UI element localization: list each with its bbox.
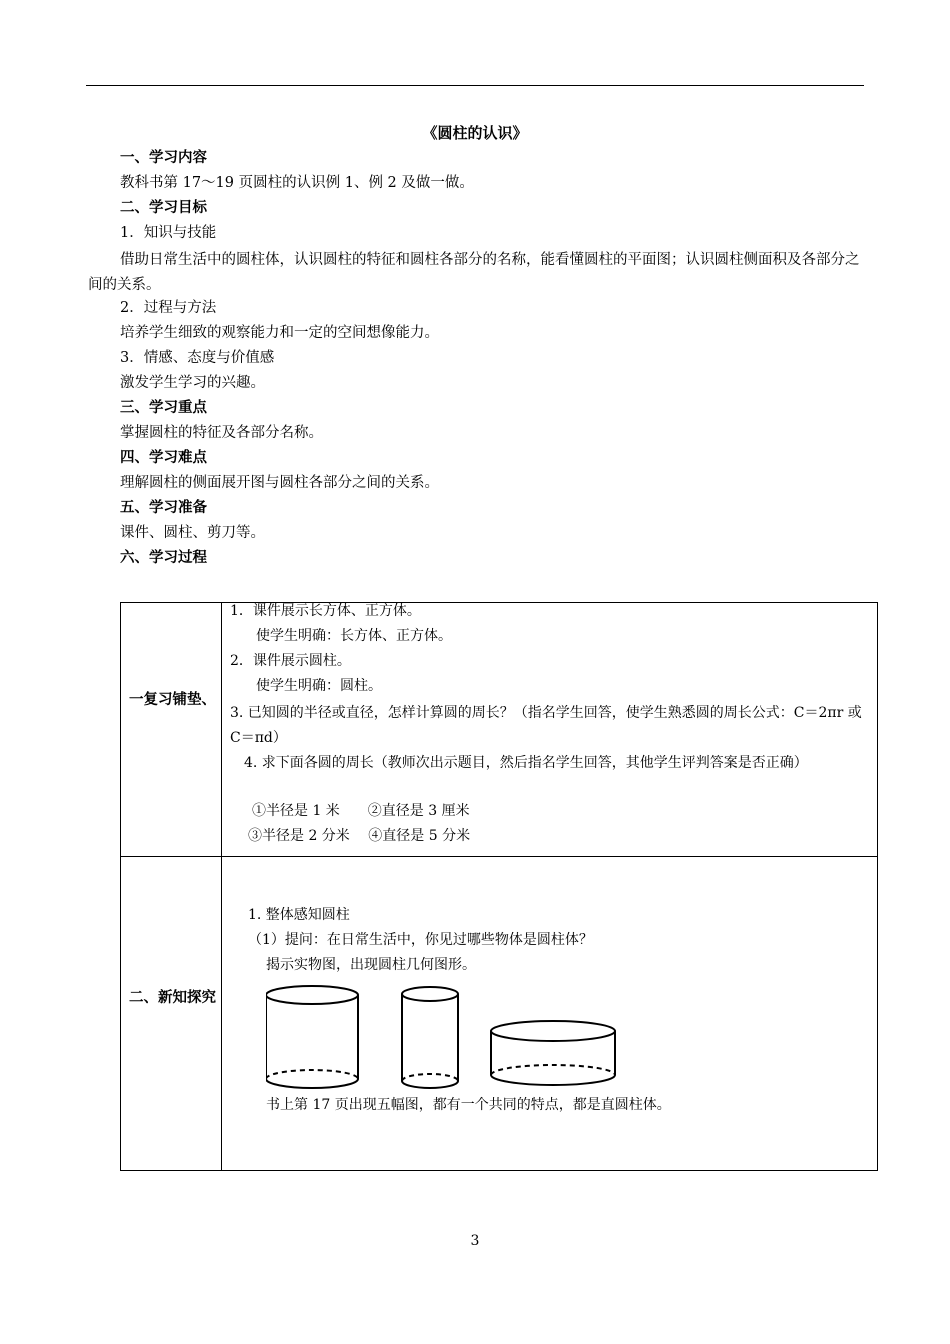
review-line-6: 4. 求下面各圆的周长（教师次出示题目，然后指名学生回答，其他学生评判答案是否正确） — [244, 755, 808, 771]
new-knowledge-label: 二、新知探究 — [129, 990, 216, 1006]
cylinder-flat-icon — [491, 1021, 615, 1085]
section-2-sub-1: 1．知识与技能 — [120, 225, 217, 241]
cylinder-large-icon — [266, 986, 358, 1088]
new-knowledge-label-cell — [121, 857, 222, 1171]
review-line-4: 使学生明确：圆柱。 — [256, 678, 382, 694]
review-label: 一复习铺垫、 — [129, 692, 216, 708]
table-row-review — [121, 603, 878, 857]
lesson-process-table — [120, 602, 878, 1171]
section-2-sub-2: 2．过程与方法 — [120, 300, 217, 316]
header-rule — [86, 85, 864, 86]
section-2-sub-3-body: 激发学生学习的兴趣。 — [120, 375, 265, 391]
section-2-sub-2-body: 培养学生细致的观察能力和一定的空间想像能力。 — [120, 325, 439, 341]
table-row-new-knowledge — [121, 857, 878, 1171]
section-4-body: 理解圆柱的侧面展开图与圆柱各部分之间的关系。 — [120, 475, 439, 491]
section-4-heading: 四、学习难点 — [120, 450, 207, 466]
review-line-1: 1．课件展示长方体、正方体。 — [230, 603, 421, 619]
page-number: 3 — [470, 1233, 480, 1249]
section-5-body: 课件、圆柱、剪刀等。 — [120, 525, 265, 541]
review-line-8: ③半径是 2 分米 ④直径是 5 分米 — [248, 828, 471, 844]
section-3-body: 掌握圆柱的特征及各部分名称。 — [120, 425, 323, 441]
section-2-sub-1-body: 借助日常生活中的圆柱体，认识圆柱的特征和圆柱各部分的名称，能看懂圆柱的平面图；认识圆柱侧面积及各部分之间的关系。 — [88, 252, 860, 293]
new-knowledge-line-4: 书上第 17 页出现五幅图，都有一个共同的特点，都是直圆柱体。 — [266, 1097, 671, 1113]
new-knowledge-line-3: 揭示实物图，出现圆柱几何图形。 — [266, 957, 476, 973]
cylinder-figures — [266, 982, 626, 1092]
review-line-5: 3. 已知圆的半径或直径，怎样计算圆的周长？（指名学生回答，使学生熟悉圆的周长公式：C＝2πr 或 C＝πd） — [230, 705, 862, 746]
section-1-body: 教科书第 17～19 页圆柱的认识例 1、例 2 及做一做。 — [120, 175, 474, 191]
review-line-7: ①半径是 1 米 ②直径是 3 厘米 — [252, 803, 470, 819]
review-line-3: 2．课件展示圆柱。 — [230, 653, 351, 669]
review-line-2: 使学生明确：长方体、正方体。 — [256, 628, 452, 644]
section-2-heading: 二、学习目标 — [120, 200, 207, 216]
new-knowledge-line-1: 1. 整体感知圆柱 — [248, 907, 350, 923]
review-label-cell — [121, 603, 222, 857]
document-title: 《圆柱的认识》 — [422, 124, 528, 142]
review-content-cell — [222, 603, 878, 857]
new-knowledge-line-2: （1）提问：在日常生活中，你见过哪些物体是圆柱体？ — [248, 932, 593, 948]
section-2-sub-3: 3．情感、态度与价值感 — [120, 350, 275, 366]
section-1-heading: 一、学习内容 — [120, 150, 207, 166]
new-knowledge-content-cell — [222, 857, 878, 1171]
section-5-heading: 五、学习准备 — [120, 500, 207, 516]
section-3-heading: 三、学习重点 — [120, 400, 207, 416]
cylinder-tall-icon — [402, 987, 458, 1088]
section-6-heading: 六、学习过程 — [120, 550, 207, 566]
